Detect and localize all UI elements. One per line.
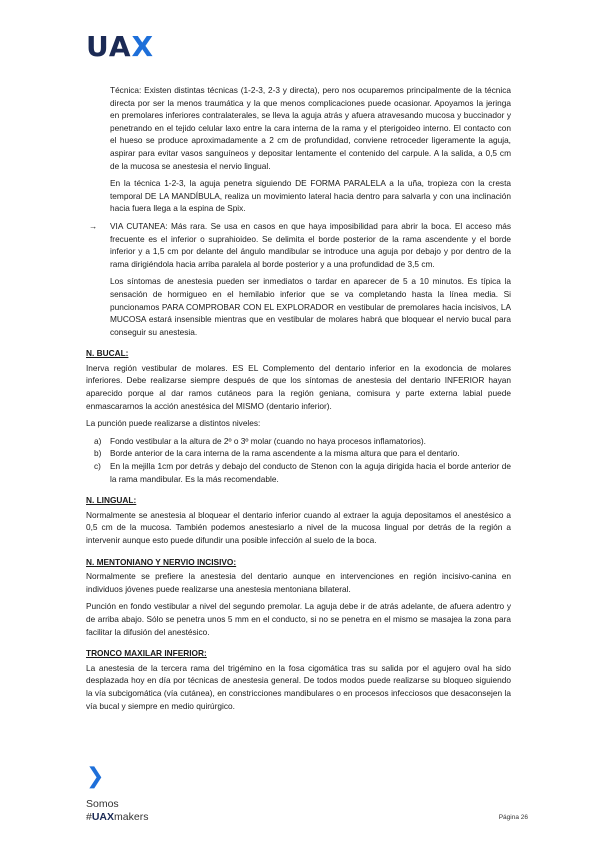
paragraph-tronco-maxilar: La anestesia de la tercera rama del trigémino en la fosa cigomática tras su salida por el agujero oval ha sido desplazada hoy en día por técnicas de anestesia general. De todos modos puede realizarse su bloqueo siguiendo la vía subcigomática (vía cutánea), en constricciones mandibulares o en procesos infecciosos que desaconsejen la vía bucal y siempre en medio quirúrgico. [86, 662, 511, 711]
list-item: a) Fondo vestibular a la altura de 2º o 3º molar (cuando no haya procesos inflamatorios). [94, 435, 426, 446]
heading-bucal: N. BUCAL: [86, 348, 129, 359]
paragraph-puncion-premolar: Punción en fondo vestibular a nivel del segundo premolar. La aguja debe ir de atrás adelante, de afuera adentro y de arriba abajo. Sólo se penetra unos 5 mm en el conducto, si no se penetra en el mismo se masajea la zona para facilitar la difusión del anestésico. [86, 601, 511, 637]
paragraph-mentoniano: Normalmente se prefiere la anestesia del dentario aunque en intervenciones en región incisivo-canina en individuos jóvenes puede realizarse una anestesia mentoniana bilateral. [86, 571, 511, 594]
document-body [86, 84, 511, 717]
page-number: Página 26 [498, 814, 528, 821]
list-item: b) Borde anterior de la cara interna de la rama ascendente a la misma altura que para el dentario. [94, 448, 460, 459]
arrow-item-via-cutanea [86, 220, 511, 270]
chevron-right-icon: ❯ [86, 764, 105, 789]
paragraph-sintomas: Los síntomas de anestesia pueden ser inmediatos o tardar en aparecer de 5 a 10 minutos. Es típica la sensación de hormigueo en el hemilabio inferior que se va completando hasta la línea media. Si puncionamos PARA COMPROBAR CON EL EXPLORADOR en vestibular de premolares hacia incisivos, LA MUCOSA estará insensible mientras que en vestibular de molares habrá que bloquear el nervio bucal para conseguir su anestesia. [110, 276, 511, 337]
paragraph-bucal: Inerva región vestibular de molares. ES EL Complemento del dentario inferior en la exodoncia de molares inferiores. Debe realizarse siempre después de que los síntomas de anestesia del dentario INFERIOR hayan aparecido porque al dar ramos cutáneos para la región geniana, comisura y parte externa labial puede enmascararnos la acción anestésica del MISMO (dentario inferior). [86, 362, 511, 411]
paragraph-tecnica: Técnica: Existen distintas técnicas (1-2-3, 2-3 y directa), pero nos ocuparemos principalmente de la técnica directa por ser la menos traumática y la que menos complicaciones puede ocasionar. Apoyamos la jeringa en premolares inferiores contralaterales, se lleva la aguja atrás y afuera atravesando mucosa y buccinador y penetrando en el tejido celular laxo entre la cara interna de la rama y el pterigoideo interno. El contacto con el hueso se produce aproximadamente a 2 cm de profundidad, conviene retroceder ligeramente la aguja, aspirar para evitar vasos sanguíneos y depositar lentamente el contenido del carpule. A la salida, a 0,5 cm de la mucosa se anestesia el nervio lingual. [110, 85, 511, 171]
paragraph-lingual: Normalmente se anestesia al bloquear el dentario inferior cuando al extraer la aguja depositamos el anestésico a 0,5 cm de la mucosa. También podemos anestesiarlo a nivel de la mucosa lingual por detrás de la región a intervenir aunque esto puede difundir una posible infección al suelo de la boca. [86, 509, 511, 545]
paragraph-tecnica-123: En la técnica 1-2-3, la aguja penetra siguiendo DE FORMA PARALELA a la uña, tropieza con la cresta temporal DE LA MANDÍBULA, realiza un movimiento lateral hacia dentro para salvarla y con una inclinación hacia fuera llega a la espina de Spix. [110, 178, 511, 214]
heading-tronco-maxilar: TRONCO MAXILAR INFERIOR: [86, 648, 207, 659]
arrow-right-icon: → [89, 220, 98, 231]
heading-lingual: N. LINGUAL: [86, 495, 137, 506]
paragraph-puncion: La punción puede realizarse a distintos niveles: [86, 418, 261, 429]
paragraph-via-cutanea: VIA CUTANEA: Más rara. Se usa en casos en que haya imposibilidad para abrir la boca. El acceso más frecuente es el inferior o suprahioideo. Se delimita el borde posterior de la rama ascendente y el borde inferior y a 1,5 cm por delante del ángulo mandibular se introduce una aguja por debajo y por dentro de la rama dirigiéndola hacia arriba paralela al borde posterior y a una profundidad de 3,5 cm. [110, 220, 511, 269]
footer-brand: Somos #UAXmakers [86, 798, 149, 823]
uax-logo: UAX [86, 30, 155, 63]
puncion-list [86, 435, 511, 485]
heading-mentoniano: N. MENTONIANO Y NERVIO INCISIVO: [86, 556, 237, 567]
list-item: c) En la mejilla 1cm por detrás y debajo del conducto de Stenon con la aguja dirigida hacia el borde anterior de la rama mandibular. Es la más recomendable. [94, 461, 511, 484]
